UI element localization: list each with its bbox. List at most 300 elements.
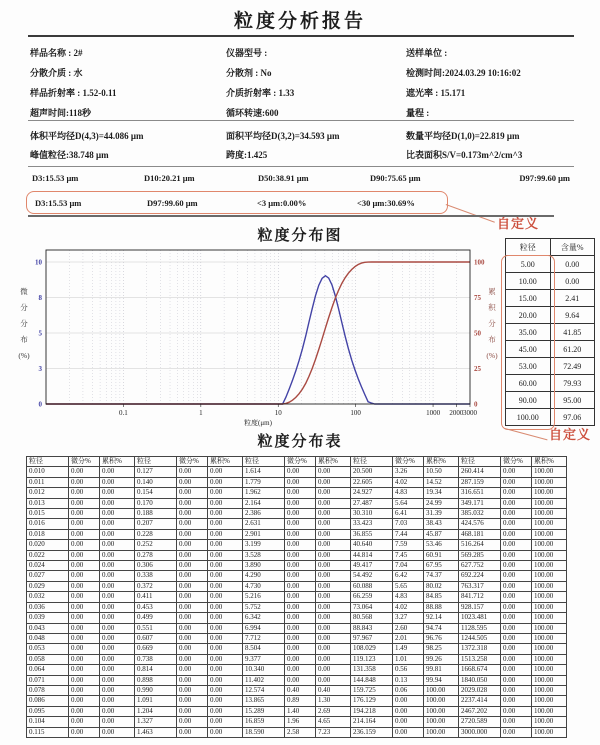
table-cell: 0.00 <box>501 519 532 529</box>
table-cell: 0.00 <box>100 623 135 633</box>
table-cell: 100.00 <box>532 592 567 602</box>
percentile-item: D90:75.65 μm <box>370 173 421 183</box>
table-cell: 119.123 <box>351 654 393 664</box>
table-cell: 0.898 <box>135 675 177 685</box>
table-cell: 1513.258 <box>459 654 501 664</box>
svg-text:0.1: 0.1 <box>119 409 128 417</box>
column-header: 粒径 <box>459 457 501 467</box>
column-header: 微分% <box>177 457 208 467</box>
table-cell: 100.00 <box>532 519 567 529</box>
table-cell: 0.00 <box>177 509 208 519</box>
table-cell: 2.41 <box>550 290 595 307</box>
svg-text:3: 3 <box>38 365 42 373</box>
table-cell: 0.00 <box>501 477 532 487</box>
info-field: 样品名称 : 2# <box>30 47 83 58</box>
svg-text:10: 10 <box>274 409 282 417</box>
table-cell: 0.00 <box>69 613 100 623</box>
table-cell: 0.00 <box>69 727 100 737</box>
callout-line <box>446 204 495 223</box>
table-cell: 0.00 <box>501 717 532 727</box>
table-cell: 0.00 <box>177 633 208 643</box>
table-cell: 0.00 <box>285 613 316 623</box>
svg-text:2000: 2000 <box>449 409 464 417</box>
svg-text:75: 75 <box>474 294 481 302</box>
table-cell: 0.043 <box>27 623 69 633</box>
table-cell: 2.60 <box>393 623 424 633</box>
table-cell: 72.49 <box>550 358 595 375</box>
table-cell: 1.204 <box>135 706 177 716</box>
table-cell: 0.188 <box>135 509 177 519</box>
table-cell: 100.00 <box>532 550 567 560</box>
table-cell: 0.115 <box>27 727 69 737</box>
table-row <box>27 644 567 654</box>
table-cell: 0.00 <box>208 592 243 602</box>
table-cell: 1023.481 <box>459 613 501 623</box>
table-cell: 0.00 <box>69 644 100 654</box>
table-cell: 0.039 <box>27 613 69 623</box>
table-cell: 2720.589 <box>459 717 501 727</box>
table-cell: 0.00 <box>100 540 135 550</box>
table-cell: 159.725 <box>351 685 393 695</box>
table-cell: 2.69 <box>316 706 351 716</box>
table-cell: 0.00 <box>316 654 351 664</box>
table-cell: 0.00 <box>100 529 135 539</box>
table-cell: 0.00 <box>501 467 532 477</box>
stat-field: 跨度:1.425 <box>226 150 268 160</box>
table-cell: 4.83 <box>393 488 424 498</box>
left-axis-labels <box>35 259 43 409</box>
table-cell: 0.00 <box>316 477 351 487</box>
page-title: 粒度分析报告 <box>233 11 366 32</box>
table-cell: 100.00 <box>532 498 567 508</box>
table-cell: 0.027 <box>27 571 69 581</box>
table-cell: 4.290 <box>243 571 285 581</box>
table-cell: 0.00 <box>501 685 532 695</box>
table-cell: 0.00 <box>69 602 100 612</box>
table-cell: 627.752 <box>459 561 501 571</box>
table-cell: 0.00 <box>69 571 100 581</box>
table-row <box>506 273 595 290</box>
table-row <box>27 498 567 508</box>
svg-text:8: 8 <box>38 294 42 302</box>
table-cell: 66.259 <box>351 592 393 602</box>
table-cell: 131.358 <box>351 665 393 675</box>
table-cell: 0.00 <box>285 633 316 643</box>
table-cell: 176.129 <box>351 696 393 706</box>
table-cell: 0.036 <box>27 602 69 612</box>
table-cell: 0.00 <box>501 602 532 612</box>
svg-text:5: 5 <box>38 329 42 338</box>
table-cell: 0.00 <box>316 623 351 633</box>
table-cell: 0.00 <box>100 498 135 508</box>
column-header: 微分% <box>393 457 424 467</box>
table-cell: 0.058 <box>27 654 69 664</box>
table-cell: 100.00 <box>532 675 567 685</box>
table-cell: 1372.318 <box>459 644 501 654</box>
table-row <box>27 488 567 498</box>
custom-percentile-item: D3:15.53 μm <box>35 197 82 208</box>
column-header: 累积% <box>424 457 459 467</box>
table-cell: 80.568 <box>351 613 393 623</box>
table-cell: 0.053 <box>27 644 69 654</box>
table-cell: 6.41 <box>393 509 424 519</box>
table-cell: 99.26 <box>424 654 459 664</box>
table-cell: 94.74 <box>424 623 459 633</box>
table-cell: 10.00 <box>506 273 551 290</box>
table-cell: 100.00 <box>532 540 567 550</box>
table-cell: 0.00 <box>501 696 532 706</box>
left-axis-title <box>18 286 30 360</box>
svg-text:累: 累 <box>488 287 496 296</box>
table-cell: 7.44 <box>393 529 424 539</box>
table-cell: 88.843 <box>351 623 393 633</box>
table-cell: 0.015 <box>27 509 69 519</box>
table-cell: 0.738 <box>135 654 177 664</box>
table-cell: 0.00 <box>316 571 351 581</box>
table-cell: 100.00 <box>424 727 459 737</box>
table-header-row <box>506 239 595 256</box>
table-row <box>27 633 567 643</box>
table-row <box>506 256 595 273</box>
table-row <box>506 324 595 341</box>
svg-text:1: 1 <box>199 409 203 417</box>
table-cell: 0.00 <box>316 581 351 591</box>
table-cell: 100.00 <box>532 644 567 654</box>
table-cell: 0.00 <box>501 727 532 737</box>
info-field: 超声时间:118秒 <box>30 107 92 118</box>
table-cell: 1.327 <box>135 717 177 727</box>
table-cell: 0.00 <box>69 717 100 727</box>
table-cell: 6.994 <box>243 623 285 633</box>
table-cell: 0.00 <box>100 571 135 581</box>
table-cell: 0.00 <box>208 602 243 612</box>
table-cell: 0.00 <box>177 561 208 571</box>
table-cell: 3.528 <box>243 550 285 560</box>
info-field: 仪器型号 : <box>226 47 268 58</box>
table-cell: 0.029 <box>27 581 69 591</box>
table-cell: 692.224 <box>459 571 501 581</box>
table-row <box>506 409 595 426</box>
table-cell: 0.00 <box>100 644 135 654</box>
table-cell: 0.00 <box>550 256 595 273</box>
table-cell: 5.216 <box>243 592 285 602</box>
info-field: 遮光率 : 15.171 <box>406 87 466 98</box>
svg-text:0: 0 <box>38 400 42 409</box>
table-cell: 1.96 <box>285 717 316 727</box>
table-cell: 100.00 <box>532 665 567 675</box>
section-divider <box>28 120 574 121</box>
table-cell: 4.730 <box>243 581 285 591</box>
table-cell: 5.64 <box>393 498 424 508</box>
table-cell: 53.00 <box>506 358 551 375</box>
table-cell: 0.40 <box>285 685 316 695</box>
table-cell: 80.02 <box>424 581 459 591</box>
distribution-table-heading: 粒度分布表 <box>257 434 343 450</box>
table-cell: 0.411 <box>135 592 177 602</box>
table-cell: 0.00 <box>69 529 100 539</box>
table-cell: 0.00 <box>100 519 135 529</box>
table-cell: 0.306 <box>135 561 177 571</box>
table-cell: 45.00 <box>506 341 551 358</box>
table-cell: 0.170 <box>135 498 177 508</box>
table-cell: 0.00 <box>285 477 316 487</box>
info-field: 送样单位 : <box>406 47 448 58</box>
table-cell: 0.00 <box>285 519 316 529</box>
table-cell: 0.00 <box>208 623 243 633</box>
stat-field: 数量平均径D(1,0)=22.819 μm <box>406 131 520 141</box>
table-cell: 0.00 <box>100 696 135 706</box>
table-cell: 0.00 <box>285 675 316 685</box>
svg-text:积: 积 <box>488 303 496 312</box>
table-cell: 0.00 <box>316 613 351 623</box>
table-cell: 0.00 <box>285 529 316 539</box>
table-cell: 100.00 <box>424 696 459 706</box>
table-cell: 0.00 <box>100 613 135 623</box>
column-header: 累积% <box>316 457 351 467</box>
table-cell: 0.00 <box>208 477 243 487</box>
right-axis-labels <box>474 259 485 409</box>
table-cell: 0.89 <box>285 696 316 706</box>
table-cell: 0.095 <box>27 706 69 716</box>
table-row <box>506 341 595 358</box>
table-cell: 3.199 <box>243 540 285 550</box>
table-cell: 92.14 <box>424 613 459 623</box>
table-cell: 0.00 <box>177 540 208 550</box>
table-cell: 15.00 <box>506 290 551 307</box>
table-row <box>27 654 567 664</box>
table-cell: 0.00 <box>208 665 243 675</box>
right-axis-title <box>486 286 498 360</box>
table-cell: 100.00 <box>532 613 567 623</box>
table-cell: 0.00 <box>316 561 351 571</box>
table-cell: 31.39 <box>424 509 459 519</box>
table-cell: 2029.028 <box>459 685 501 695</box>
table-cell: 0.048 <box>27 633 69 643</box>
table-cell: 16.859 <box>243 717 285 727</box>
table-cell: 0.064 <box>27 665 69 675</box>
table-cell: 0.00 <box>501 706 532 716</box>
x-axis-labels <box>119 404 477 417</box>
custom-percentile-row <box>27 198 447 208</box>
table-cell: 0.00 <box>177 654 208 664</box>
table-cell: 2.386 <box>243 509 285 519</box>
particle-distribution-chart <box>14 246 500 430</box>
table-cell: 424.576 <box>459 519 501 529</box>
table-cell: 287.159 <box>459 477 501 487</box>
table-cell: 0.00 <box>550 273 595 290</box>
table-row <box>27 675 567 685</box>
custom-percentile-item: D97:99.60 μm <box>147 197 198 208</box>
table-cell: 0.00 <box>501 633 532 643</box>
table-cell: 0.00 <box>69 498 100 508</box>
table-cell: 0.338 <box>135 571 177 581</box>
table-row <box>506 307 595 324</box>
table-cell: 0.00 <box>285 540 316 550</box>
table-cell: 0.00 <box>316 519 351 529</box>
table-row <box>27 623 567 633</box>
table-cell: 0.022 <box>27 550 69 560</box>
table-cell: 0.00 <box>316 665 351 675</box>
table-cell: 3.27 <box>393 613 424 623</box>
svg-text:0: 0 <box>474 400 478 409</box>
table-cell: 0.00 <box>316 633 351 643</box>
table-row <box>27 540 567 550</box>
custom-percentile-item: <30 μm:30.69% <box>357 197 415 208</box>
stat-field: 体积平均径D(4,3)=44.086 μm <box>30 131 144 141</box>
table-cell: 0.00 <box>100 654 135 664</box>
table-cell: 100.00 <box>532 654 567 664</box>
table-cell: 0.010 <box>27 467 69 477</box>
table-cell: 0.06 <box>393 685 424 695</box>
table-cell: 0.372 <box>135 581 177 591</box>
table-cell: 0.00 <box>501 571 532 581</box>
table-cell: 9.377 <box>243 654 285 664</box>
svg-text:50: 50 <box>474 329 481 338</box>
table-cell: 10.50 <box>424 467 459 477</box>
table-cell: 0.00 <box>69 540 100 550</box>
table-cell: 0.00 <box>285 561 316 571</box>
custom-annotation-label: 自定义 <box>549 427 592 442</box>
table-cell: 0.00 <box>100 706 135 716</box>
table-cell: 1.49 <box>393 644 424 654</box>
table-cell: 0.00 <box>208 675 243 685</box>
table-cell: 100.00 <box>506 409 551 426</box>
table-cell: 12.574 <box>243 685 285 695</box>
table-row <box>506 392 595 409</box>
table-cell: 100.00 <box>532 488 567 498</box>
table-cell: 0.00 <box>177 467 208 477</box>
table-cell: 40.640 <box>351 540 393 550</box>
table-cell: 0.00 <box>501 623 532 633</box>
table-cell: 100.00 <box>424 706 459 716</box>
table-cell: 1.614 <box>243 467 285 477</box>
differential-curve <box>46 276 470 404</box>
table-cell: 0.00 <box>208 498 243 508</box>
percentile-item: D10:20.21 μm <box>144 173 195 183</box>
table-cell: 0.00 <box>208 571 243 581</box>
table-cell: 0.669 <box>135 644 177 654</box>
table-cell: 0.56 <box>393 665 424 675</box>
table-cell: 1.091 <box>135 696 177 706</box>
table-cell: 0.00 <box>208 644 243 654</box>
table-cell: 260.414 <box>459 467 501 477</box>
table-cell: 0.00 <box>177 519 208 529</box>
table-cell: 0.00 <box>285 644 316 654</box>
percentile-item: D97:99.60 μm <box>519 173 570 183</box>
percentile-row <box>32 173 570 183</box>
info-field: 循环转速:600 <box>226 107 279 118</box>
table-cell: 0.00 <box>208 519 243 529</box>
column-header: 微分% <box>285 457 316 467</box>
table-cell: 6.42 <box>393 571 424 581</box>
table-row <box>27 613 567 623</box>
section-divider <box>28 215 554 217</box>
table-cell: 0.00 <box>501 488 532 498</box>
table-cell: 0.00 <box>100 685 135 695</box>
table-row <box>27 529 567 539</box>
table-cell: 2467.202 <box>459 706 501 716</box>
table-cell: 0.00 <box>316 592 351 602</box>
table-cell: 100.00 <box>532 706 567 716</box>
column-header: 累积% <box>100 457 135 467</box>
table-cell: 2.01 <box>393 633 424 643</box>
table-cell: 0.00 <box>69 654 100 664</box>
table-cell: 0.00 <box>177 477 208 487</box>
table-cell: 0.00 <box>208 685 243 695</box>
table-cell: 0.00 <box>316 488 351 498</box>
table-cell: 0.00 <box>69 477 100 487</box>
table-row <box>27 706 567 716</box>
svg-text:1000: 1000 <box>426 409 441 417</box>
info-field: 检测时间:2024.03.29 10:16:02 <box>406 67 521 78</box>
table-cell: 7.59 <box>393 540 424 550</box>
table-cell: 73.064 <box>351 602 393 612</box>
table-cell: 99.94 <box>424 675 459 685</box>
table-cell: 5.00 <box>506 256 551 273</box>
table-cell: 19.34 <box>424 488 459 498</box>
table-cell: 45.87 <box>424 529 459 539</box>
svg-text:(%): (%) <box>486 351 498 360</box>
table-cell: 0.00 <box>208 540 243 550</box>
table-cell: 36.855 <box>351 529 393 539</box>
info-field: 分散介质 : 水 <box>30 67 83 78</box>
table-cell: 0.00 <box>100 581 135 591</box>
table-cell: 22.605 <box>351 477 393 487</box>
table-cell: 0.00 <box>100 509 135 519</box>
table-cell: 20.500 <box>351 467 393 477</box>
svg-text:100: 100 <box>474 258 485 267</box>
table-cell: 194.218 <box>351 706 393 716</box>
table-cell: 0.252 <box>135 540 177 550</box>
table-cell: 0.00 <box>100 477 135 487</box>
table-cell: 0.00 <box>69 509 100 519</box>
table-cell: 15.289 <box>243 706 285 716</box>
table-cell: 30.310 <box>351 509 393 519</box>
table-cell: 3.26 <box>393 467 424 477</box>
table-cell: 95.00 <box>550 392 595 409</box>
table-cell: 100.00 <box>532 727 567 737</box>
table-row <box>27 602 567 612</box>
table-cell: 0.00 <box>316 509 351 519</box>
percentile-item: D3:15.53 μm <box>32 173 79 183</box>
table-cell: 0.016 <box>27 519 69 529</box>
table-cell: 0.00 <box>208 706 243 716</box>
table-cell: 236.159 <box>351 727 393 737</box>
svg-text:25: 25 <box>474 365 481 373</box>
table-cell: 841.712 <box>459 592 501 602</box>
table-cell: 0.032 <box>27 592 69 602</box>
table-cell: 3.890 <box>243 561 285 571</box>
table-cell: 0.00 <box>501 550 532 560</box>
table-cell: 0.086 <box>27 696 69 706</box>
table-cell: 79.93 <box>550 375 595 392</box>
table-cell: 1.463 <box>135 727 177 737</box>
table-cell: 0.00 <box>501 498 532 508</box>
column-header: 粒径 <box>27 457 69 467</box>
table-cell: 0.00 <box>208 717 243 727</box>
table-cell: 0.00 <box>177 498 208 508</box>
table-cell: 4.02 <box>393 477 424 487</box>
table-cell: 0.00 <box>285 602 316 612</box>
table-cell: 569.285 <box>459 550 501 560</box>
table-cell: 0.00 <box>208 696 243 706</box>
table-row <box>27 477 567 487</box>
table-cell: 0.00 <box>285 571 316 581</box>
table-cell: 0.00 <box>501 654 532 664</box>
section-divider <box>28 166 574 167</box>
table-cell: 0.154 <box>135 488 177 498</box>
table-cell: 0.00 <box>316 550 351 560</box>
